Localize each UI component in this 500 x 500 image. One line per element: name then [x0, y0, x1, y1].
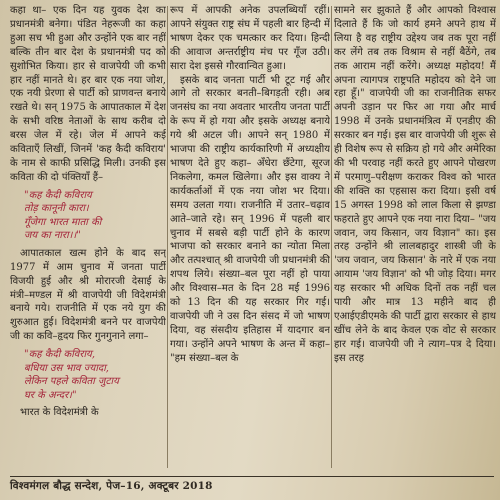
poem1-line-3: गूँजेगा भारत माता की	[24, 216, 102, 228]
poem-quote-2	[24, 348, 166, 402]
poem2-line-3: लेकिन पहले कविता जुटाय	[24, 376, 119, 388]
poem2-line-2: बधिया उस भाव ज्यादा,	[24, 362, 109, 374]
poem1-line-4: जय का नारा।।"	[24, 230, 81, 242]
column-divider-1	[167, 6, 168, 468]
text-column-1	[10, 4, 166, 474]
column3-paragraph-1: सामने सर झुकाते हैं और आपको विश्वास दिलाते हैं कि जो कार्य हमने अपने हाथ में लिया है वह राष्ट्रीय उद्देश्य जब तक पूरा नहीं कर लेंगे तब तक विश्राम से नहीं बैठेंगे, तब तक आराम नहीं करेंगे। अध्यक्ष महोदय! मैं अपना त्यागपत्र राष्ट्रपति महोदय को देने जा रहा हूँ।" वाजपेयी जी का राजनीतिक सफर अपनी उड़ान पर फिर आ गया और मार्च 1998 में उनके प्रधानमंत्रित्व में एनडीए की सरकार बन गई। इस बार वाजपेयी जी शुरू से ही विशेष रूप से सक्रिय हो गये और अमेरिका की भी परवाह नहीं करते हुए आपने पोखरण में परमाणु–परीक्षण कराकर विश्व को भारत की शक्ति का एहसास करा दिया। इसी वर्ष 15 अगस्त 1998 को लाल किला से झण्डा फहराते हुए आपने एक नया नारा दिया– "जय जवान, जय किसान, जय विज्ञान" का। इस तरह उन्होंने श्री लालबहादुर शास्त्री जी के 'जय जवान, जय किसान' के नारे में एक नया आयाम 'जय विज्ञान' को भी जोड़ दिया। मगर यह सरकार भी अधिक दिनों तक नहीं चल पायी और मात्र 13 महीने बाद ही एआईएडीएमके की पार्टी द्वारा सरकार से हाथ खींच लेने के बाद केवल एक वोट से सरकार हार गई। वाजपेयी जी ने त्याग–पत्र दे दिया। इस तरह	[334, 5, 496, 364]
column2-paragraph-2: इसके बाद जनता पार्टी भी टूट गई और आगे तो सरकार बनती–बिगड़ती रही। अब जनसंघ का नया अवतार भारतीय जनता पार्टी के रूप में हो गया और इसके अध्यक्ष बनाये गये श्री अटल जी। आपने सन् 1980 में भाजपा की राष्ट्रीय कार्यकारिणी में अध्यक्षीय भाषण देते हुए कहा– अँधेरा छँटेगा, सूरज निकलेगा, कमल खिलेगा। और इस वाक्य ने कार्यकर्ताओं में एक नया जोश भर दिया। समय उलता गया। राजनीति में उतार–चढ़ाव आते–जाते रहे। सन् 1996 में पहली बार चुनाव में सबसे बड़ी पार्टी होने के कारण भाजपा को सरकार बनाने का न्योता मिला और तत्पश्चात् श्री वाजपेयी जी प्रधानमंत्री की शपथ लिये। संख्या–बल पूरा नहीं हो पाया और विश्वास–मत के दिन 28 मई 1996 को 13 दिन की यह सरकार गिर गई। वाजपेयी जी ने उस दिन संसद में जो भाषण दिया, वह संसदीय इतिहास में यादगार बन गया। उन्होंने अपने भाषण के अन्त में कहा– "हम संख्या–बल के	[170, 74, 330, 364]
poem2-line-4: घर के अन्दर।"	[24, 389, 77, 401]
column1-paragraph-1: कहा था– एक दिन यह युवक देश का प्रधानमंत्री बनेगा। पंडित नेहरूजी का कहा हुआ सच भी हुआ और उन्होंने एक बार नहीं बल्कि तीन बार देश के प्रधानमंत्री पद को सुशोभित किया। हार से वाजपेयी जी कभी हार नहीं मानते थे। हर बार एक नया जोश, एक नयी प्रेरणा से पार्टी को प्राणवन्त बनाये रखते थे। सन् 1975 के आपातकाल में देश के सभी वरिष्ठ नेताओं के साथ करीब दो बरस जेल में रहे। जेल में आपने कई कविताएँ लिखीं, जिनमें 'कह कैदी कविराय' के नाम से काफी प्रसिद्धि मिली। उनकी इस कविता की दो पंक्तियाँ हैं–	[10, 5, 166, 183]
column-divider-2	[331, 6, 332, 468]
column1-paragraph-2: आपातकाल खत्म होने के बाद सन् 1977 में आम चुनाव में जनता पार्टी विजयी हुई और श्री मोरारजी देसाई के मंत्री–मण्डल में श्री वाजपेयी जी विदेशमंत्री बनाये गये। राजनीति में एक नये युग की शुरुआत हुई। विदेशमंत्री बनने पर वाजपेयी जी का कवि–हृदय फिर गुनगुनाने लगा–	[10, 247, 166, 343]
column2-paragraph-1: रूप में आपकी अनेक उपलब्धियाँ रहीं। आपने संयुक्त राष्ट्र संघ में पहली बार हिन्दी में भाषण देकर एक चमत्कार कर दिया। हिन्दी की आवाज अन्तर्राष्ट्रीय मंच पर गूँज उठी। सारा देश इससे गौरवान्वित हुआ।	[170, 5, 330, 72]
poem1-line-2: तोड़ कानूनी कारा।	[24, 203, 89, 215]
poem1-line-1: "कह कैदी कविराय	[24, 189, 92, 201]
poem2-line-1: "कह कैदी कविराय,	[24, 349, 96, 361]
column1-paragraph-3: भारत के विदेशमंत्री के	[20, 407, 99, 419]
poem-quote-1	[24, 189, 166, 243]
text-column-2	[170, 4, 330, 474]
page-footer: विश्वमंगल बौद्ध सन्देश, पेज–16, अक्टूबर 2018	[10, 476, 494, 499]
text-column-3	[334, 4, 496, 474]
